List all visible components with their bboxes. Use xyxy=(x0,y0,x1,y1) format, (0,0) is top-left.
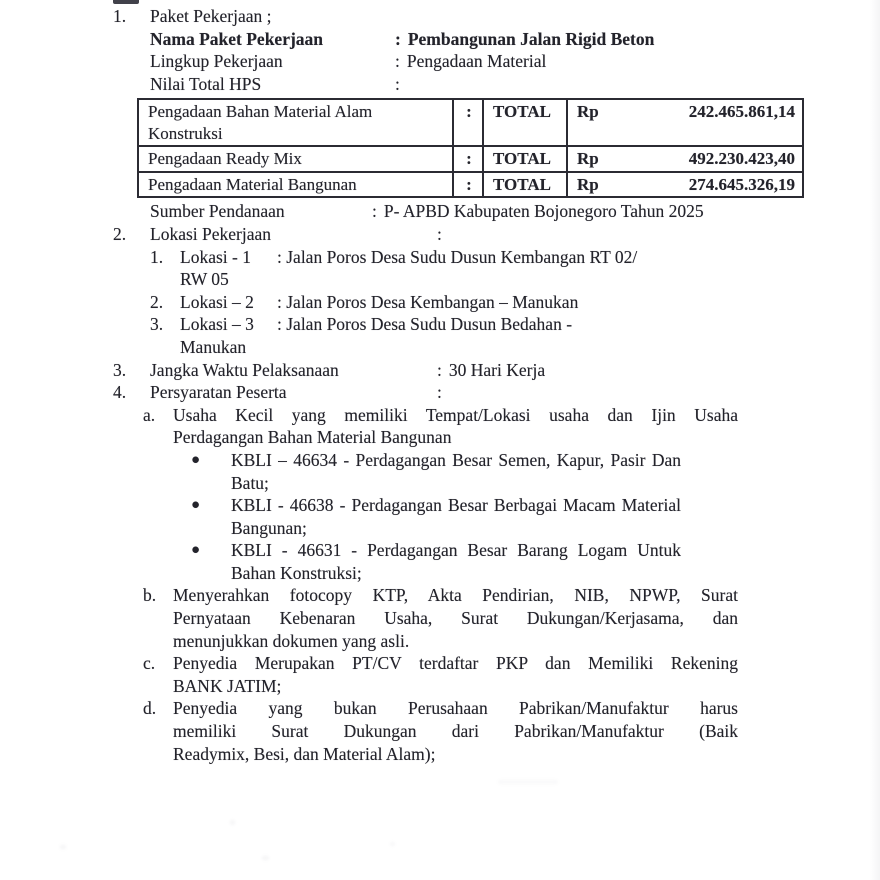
requirement-line: Usaha Kecil yang memiliki Tempat/Lokasi usaha dan Ijin Usaha xyxy=(173,404,738,425)
requirement-letter: c. xyxy=(143,653,156,674)
requirement-line: Penyedia yang bukan Perusahaan Pabrikan/Manufaktur harus xyxy=(173,698,738,719)
location-label: Lokasi – 2 xyxy=(180,291,254,312)
location-number: 3. xyxy=(150,314,164,335)
requirement-letter: a. xyxy=(143,404,156,425)
requirement-c xyxy=(143,652,779,697)
section-2 xyxy=(113,223,779,359)
section-4 xyxy=(113,381,779,404)
scan-speck xyxy=(390,842,395,846)
location-row xyxy=(150,313,779,358)
scan-speck xyxy=(262,856,269,860)
field-lingkup xyxy=(150,50,779,73)
location-number: 2. xyxy=(150,291,164,312)
location-value: : Jalan Poros Desa Kembangan – Manukan xyxy=(277,291,579,312)
location-row xyxy=(150,246,779,291)
bullet-icon: ● xyxy=(191,542,201,559)
scan-edge-shade xyxy=(870,0,880,880)
location-number: 1. xyxy=(150,246,164,267)
section-2-title: Lokasi Pekerjaan xyxy=(150,223,271,244)
kbli-line: Bangunan; xyxy=(231,517,307,538)
kbli-line: Batu; xyxy=(231,472,269,493)
currency-label: Rp xyxy=(577,174,599,194)
section-2-title-row xyxy=(150,223,779,246)
cell-description: Pengadaan Material Bangunan xyxy=(138,172,453,198)
section-4-number: 4. xyxy=(113,382,127,403)
requirement-d xyxy=(143,697,779,765)
table-row xyxy=(138,99,803,146)
requirement-line: memiliki Surat Dukungan dari Pabrikan/Manufaktur (Baik xyxy=(173,721,738,742)
table-row xyxy=(138,172,803,198)
table-row xyxy=(138,146,803,172)
field-colon: : xyxy=(395,73,400,94)
section-3 xyxy=(113,359,779,382)
kbli-line: KBLI - 46638 - Perdagangan Besar Berbagai Macam Material xyxy=(231,495,681,516)
requirement-line: Penyedia Merupakan PT/CV terdaftar PKP dan Memiliki Rekening xyxy=(173,653,738,674)
scan-speck xyxy=(60,845,66,849)
kbli-line: KBLI - 46631 - Perdagangan Besar Barang Logam Untuk xyxy=(231,540,681,561)
field-value: Pembangunan Jalan Rigid Beton xyxy=(407,28,655,49)
requirement-line: menunjukkan dokumen yang asli. xyxy=(173,630,410,651)
field-colon: : xyxy=(437,223,442,244)
kbli-line: KBLI – 46634 - Perdagangan Besar Semen, Kapur, Pasir Dan xyxy=(231,449,681,470)
field-value: 30 Hari Kerja xyxy=(448,359,546,380)
cell-amount xyxy=(567,99,803,146)
document-body xyxy=(113,5,795,765)
section-4-title-row xyxy=(150,381,779,404)
requirement-line: Perdagangan Bahan Material Bangunan xyxy=(173,427,452,448)
field-value: Pengadaan Material xyxy=(406,51,547,72)
cell-total-label: TOTAL xyxy=(483,146,567,172)
requirement-line: BANK JATIM; xyxy=(173,675,282,696)
field-colon: : xyxy=(437,359,442,380)
field-nama-paket xyxy=(150,28,779,51)
requirement-letter: d. xyxy=(143,698,157,719)
location-row xyxy=(150,291,779,314)
cell-description: Pengadaan Bahan Material Alam Konstruksi xyxy=(138,99,453,146)
field-jangka-waktu xyxy=(150,359,779,382)
field-label: Sumber Pendanaan xyxy=(150,201,285,222)
section-2-number: 2. xyxy=(113,223,127,244)
field-label: Lingkup Pekerjaan xyxy=(150,51,283,72)
cell-colon: : xyxy=(453,146,483,172)
requirement-line: Readymix, Besi, dan Material Alam); xyxy=(173,743,436,764)
bullet-icon: ● xyxy=(191,497,201,514)
section-1 xyxy=(113,5,795,223)
location-value: : Jalan Poros Desa Sudu Dusun Bedahan - xyxy=(277,314,573,335)
currency-label: Rp xyxy=(577,102,599,122)
currency-label: Rp xyxy=(577,149,599,169)
field-nilai-hps xyxy=(150,73,779,96)
bullet-icon: ● xyxy=(191,451,201,468)
section-3-number: 3. xyxy=(113,359,127,380)
amount-value: 274.645.326,19 xyxy=(688,174,795,194)
requirement-line: Menyerahkan fotocopy KTP, Akta Pendirian, NIB, NPWP, Surat xyxy=(173,585,738,606)
field-label: Jangka Waktu Pelaksanaan xyxy=(150,359,339,380)
field-sumber-pendanaan xyxy=(150,200,779,223)
field-label: Nama Paket Pekerjaan xyxy=(150,28,324,49)
section-4-title: Persyaratan Peserta xyxy=(150,382,287,403)
field-label: Nilai Total HPS xyxy=(150,73,262,94)
cell-amount xyxy=(567,172,803,198)
location-label: Lokasi - 1 xyxy=(180,246,251,267)
section-1-number: 1. xyxy=(113,6,127,26)
amount-value: 492.230.423,40 xyxy=(688,149,795,169)
requirement-line: Pernyataan Kebenaran Usaha, Surat Dukungan/Kerjasama, dan xyxy=(173,608,738,629)
scan-speck xyxy=(498,780,558,784)
scan-artifact-top xyxy=(113,0,139,4)
field-value: P- APBD Kabupaten Bojonegoro Tahun 2025 xyxy=(383,201,704,222)
field-colon: : xyxy=(395,51,400,72)
requirement-letter: b. xyxy=(143,585,157,606)
cell-description: Pengadaan Ready Mix xyxy=(138,146,453,172)
field-colon: : xyxy=(395,28,401,49)
requirement-a xyxy=(143,404,779,449)
cell-colon: : xyxy=(453,99,483,146)
cell-colon: : xyxy=(453,172,483,198)
kbli-item xyxy=(188,539,779,584)
location-value-wrap: RW 05 xyxy=(180,269,229,290)
cell-total-label: TOTAL xyxy=(483,172,567,198)
kbli-item xyxy=(188,449,779,494)
hps-table xyxy=(137,98,804,198)
requirement-b xyxy=(143,584,779,652)
location-label: Lokasi – 3 xyxy=(180,314,254,335)
cell-amount xyxy=(567,146,803,172)
location-value: : Jalan Poros Desa Sudu Dusun Kembangan RT 02/ xyxy=(277,246,638,267)
kbli-item xyxy=(188,494,779,539)
amount-value: 242.465.861,14 xyxy=(688,102,795,122)
field-colon: : xyxy=(437,382,442,403)
kbli-line: Bahan Konstruksi; xyxy=(231,562,362,583)
cell-total-label: TOTAL xyxy=(483,99,567,146)
scan-speck xyxy=(230,820,235,825)
section-1-title: Paket Pekerjaan ; xyxy=(150,6,272,26)
field-colon: : xyxy=(372,201,377,222)
location-value-wrap: Manukan xyxy=(180,336,247,357)
